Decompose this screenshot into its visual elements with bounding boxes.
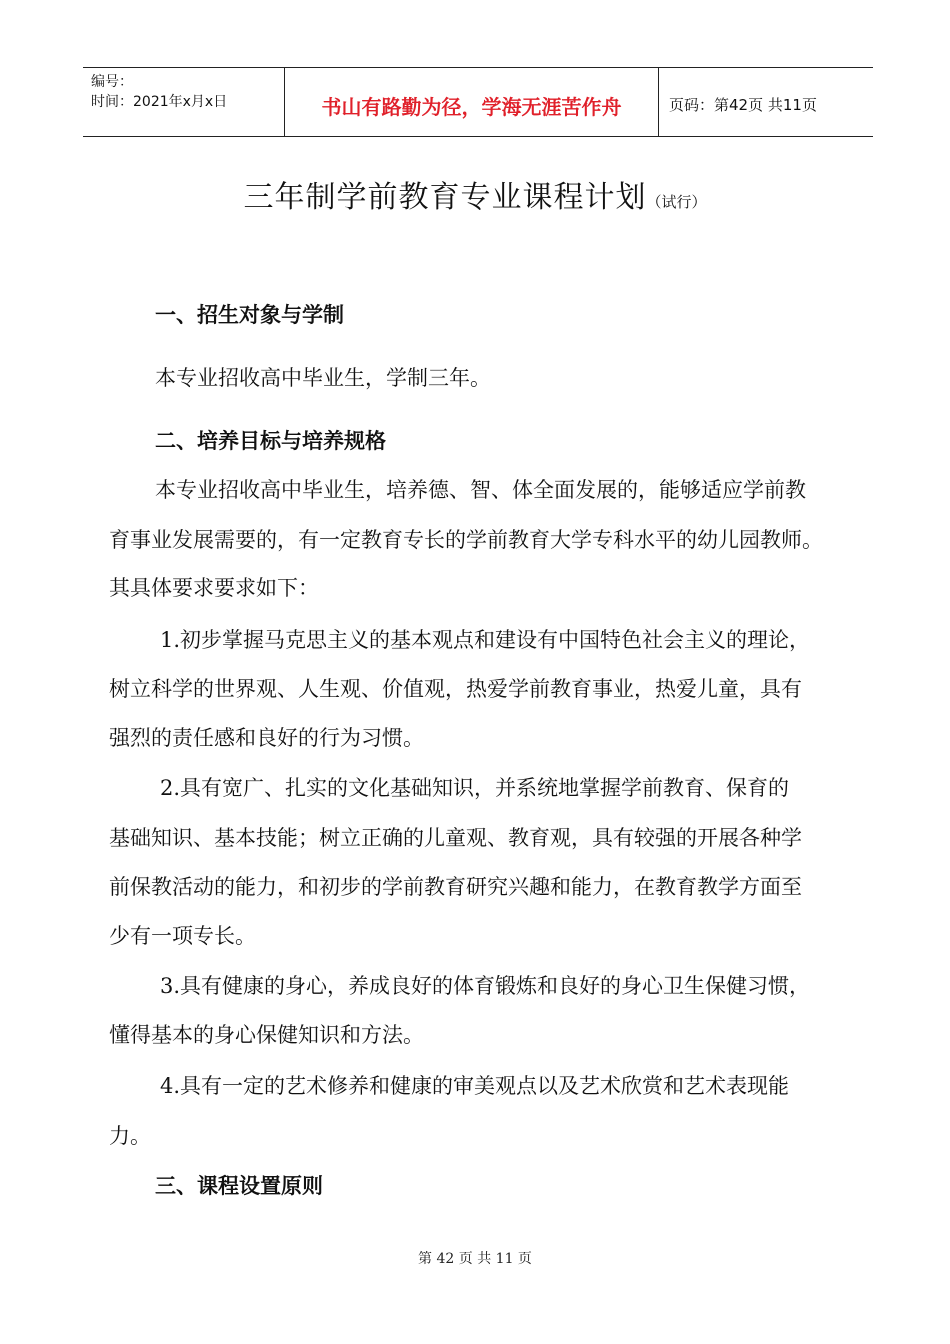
list-item-line: 少有一项专长。 [109, 924, 256, 948]
paragraph-line: 本专业招收高中毕业生，培养德、智、体全面发展的，能够适应学前教 [155, 478, 806, 502]
paragraph-line: 育事业发展需要的，有一定教育专长的学前教育大学专科水平的幼儿园教师。 [109, 528, 823, 552]
list-item-line: 4.具有一定的艺术修养和健康的审美观点以及艺术欣赏和艺术表现能 [160, 1074, 790, 1098]
section-heading-2: 二、培养目标与培养规格 [155, 429, 386, 453]
list-item-line: 强烈的责任感和良好的行为习惯。 [109, 726, 424, 750]
list-item-line: 1.初步掌握马克思主义的基本观点和建设有中国特色社会主义的理论， [160, 628, 811, 652]
motto-cell [285, 68, 659, 136]
document-header [83, 67, 873, 137]
page-footer [0, 1248, 950, 1268]
paragraph-line: 其具体要求要求如下： [109, 576, 319, 600]
list-item-line: 前保教活动的能力，和初步的学前教育研究兴趣和能力，在教育教学方面至 [109, 875, 802, 899]
section-heading-1: 一、招生对象与学制 [155, 303, 344, 327]
motto-text: 书山有路勤为径，学海无涯苦作舟 [321, 94, 622, 119]
document-title [0, 172, 950, 216]
time-label: 时间：2021年x月x日 [91, 94, 228, 110]
page-info-cell [659, 68, 873, 136]
list-item-line: 懂得基本的身心保健知识和方法。 [109, 1023, 424, 1047]
list-item-line: 树立科学的世界观、人生观、价值观，热爱学前教育事业，热爱儿童，具有 [109, 677, 802, 701]
header-meta-cell [83, 68, 285, 136]
list-item-line: 力。 [109, 1124, 151, 1148]
section-heading-3: 三、课程设置原则 [155, 1174, 323, 1198]
list-item-line: 3.具有健康的身心，养成良好的体育锻炼和良好的身心卫生保健习惯， [160, 974, 811, 998]
list-item-line: 2.具有宽广、扎实的文化基础知识，并系统地掌握学前教育、保育的 [160, 776, 790, 800]
paragraph-line: 本专业招收高中毕业生，学制三年。 [155, 366, 491, 390]
footer-page-text: 第 42 页 共 11 页 [418, 1251, 532, 1267]
page-info-text: 页码：第42页 共11页 [669, 95, 817, 114]
document-title-main: 三年制学前教育专业课程计划 [243, 180, 647, 215]
number-label: 编号： [91, 74, 133, 90]
document-title-sub: （试行） [646, 193, 707, 211]
list-item-line: 基础知识、基本技能；树立正确的儿童观、教育观，具有较强的开展各种学 [109, 826, 802, 850]
